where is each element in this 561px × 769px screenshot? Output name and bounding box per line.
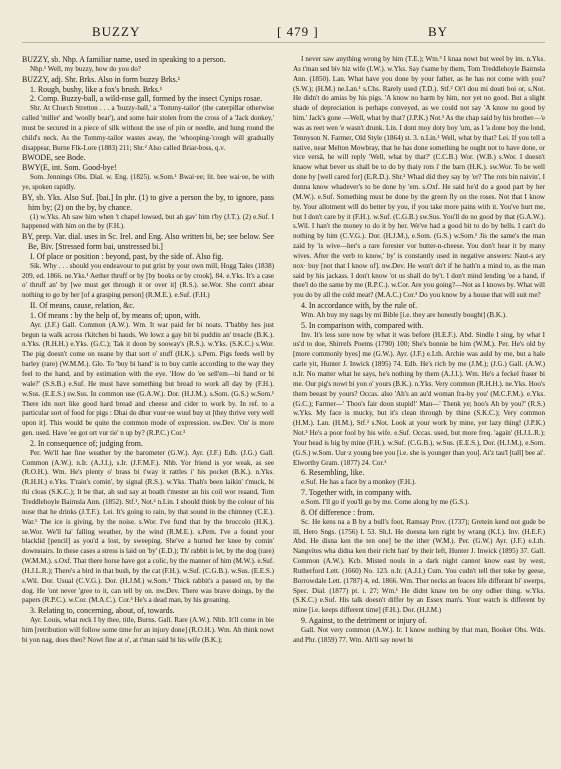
- sense-definition: II. Of means, cause, relation, &c.: [30, 301, 135, 311]
- header-left-guide-word: BUZZY: [92, 24, 141, 39]
- citation-paragraph: Ayr. Louis, what reck I by thee, title, Burns. Gall. Rare (A.W.). Nhb. It'll come in bie him [retribution will follow some time for an injury done] (R.O.H.). Wm. Ah think nowt bi yon nag, does theo? Nowt fine at o', at t'man said bi his wife (B.K.);: [22, 616, 274, 644]
- headword-entry: BY, sb. Yks. Also Suf. [bai.] In phr. (1) to give a person the by, to ignore, pass him by; (2) on the by, by chance.: [22, 192, 274, 212]
- sense-definition: 2. In consequence of; judging from.: [30, 438, 143, 448]
- sense-definition: 6. Resembling, like.: [301, 468, 365, 478]
- headword-entry: BY, prep. Var. dial. uses in Sc. Irel. and Eng. Also written bi, be; see below. See Be, Biv. [Stressed form bai, unstressed bi.]: [22, 232, 274, 252]
- citation-paragraph: Gall. Not very common (A.W.). Ir. I know nothing by that man, Booker Obs. Wds. and Phr. (1859) 77. Wm. Ah'll say nowt bi: [293, 625, 545, 644]
- sense-definition: 3. Relating to, concerning, about, of, towards.: [30, 606, 175, 616]
- sense-definition: 4. In accordance with, by the rule of.: [301, 301, 418, 311]
- citation-paragraph: Nhp.¹ Well, my buzzy, how do you do?: [30, 64, 141, 73]
- page-number: [ 479 ]: [277, 24, 319, 39]
- citation-paragraph: Som. Jennings Obs. Dial. w. Eng. (1825). w.Som.¹ Bwai·ee; lit. bee wai·ee, be with ye, spoken rapidly.: [22, 173, 274, 191]
- running-header: [22, 6, 545, 43]
- headword-entry: BWY(E, int. Som. Good-bye!: [22, 163, 117, 173]
- header-right-guide-word: BY: [428, 24, 449, 39]
- citation-paragraph: Per. We'll hae fine weather by the barometer (G.W.). Ayr. (J.F.) Edb. (J.G.) Gall. Common (A.W.). n.Ir. (A.J.I.), s.Ir. (J.F.M.F.). Nhb. Yor friend is yor weak, as see (R.O.H.). Wm. He's plenty o' brass bi t'way it rattles i' his pocket (B.K.). n.Yks. (R.H.H.) e.Yks. T'rain's comin', by signal (R.S.). w.Yks. Thah's been laikin' t'muck, bi thi cloas (S.K.C.); It be that, ah sud say at boath t'mester an his coil wor reaand, Tom Treddlehoyle Bairnsla Ann. (1852). Stf.¹, Not.² n.Lin. I should think by the colour of his nose that he drinks (J.T.F.). Lei. It's going to rain, by that sound in the chimney (C.E.). War.¹ The ice is giving, by the noise. s.Wor. I've fund that by the broccolo (H.K.). se.Wor. We'll ha' falling weather, by the wind (R.M.E.). s.Pem. I've a found your blacklid [pencil] as you'd a lost, by sweeping. She've a hurted her knee by comin' downstairs. In these cases a stress is laid on 'by' (E.D.); Th' rabbit is let, by the dog (rare) (W.M.M.). s.Oxf. That there horse have got a colic, by the manner of him (M.W.). e.Suf. (H.J.L.R.); There's a bird in that bush, by the cat (F.H.). w.Suf. (C.G.B.). w.Sus. (E.E.S.) s.Wil. Dor. Usual (C.V.G.). Dor. (H.J.M.) w.Som.¹ Thick rabbit's a passed on, by the dog. He 'ont never 'gree to it, can tell by on. nw.Dev. There was brave doings, by the papers (R.P.C.). w.Cor. (M.A.C.). Cor.³ He's a dead man, by his groaning.: [22, 448, 274, 605]
- sense-definition: 9. Against, to the detriment or injury of.: [301, 616, 427, 626]
- sense-definition: 7. Together with, in company with.: [301, 488, 412, 498]
- sense-definition: 2. Comp. Buzzy-ball, a wild-rose gall, formed by the insect Cynips rosae.: [30, 94, 263, 104]
- left-column: [22, 55, 274, 763]
- sense-definition: 5. In comparison with, compared with.: [301, 320, 424, 330]
- citation-paragraph: Wm. Ah buy my nags by mi Bible [i.e. they are honestly bought] (B.K.).: [301, 310, 507, 319]
- citation-paragraph: e.Som. I'll go if you'll go by me. Come along by me (G.S.).: [301, 497, 470, 506]
- headword-entry: BWODE, see Bode.: [22, 153, 86, 163]
- citation-paragraph: Sik. Why . . . should you endeavour to put grist by your own mill, Hogg Tales (1838) 209, ed. 1866. ne.Yks.¹ Aether thruff or by [by books or by crook], 84. e.Yks. It's a case o' thruff an' by [we must get through it or over it] (R.S.). se.Wor. She corn't abear nothing to go by her [of a grasping person] (R.M.E.). e.Suf. (F.H.): [22, 261, 274, 300]
- citation-paragraph: I never saw anything wrong by him (T.E.); Wm.³ I knaa nowt but weel by im. n.Yks. As t'man sed biv hiz wife (I.W.). w.Yks. Say t'same by them, Tom Treddlehoyle Bairnsla Ann. (1850). Lan. What have you done by your father, as he has not come with you? (S.W.); (H.M.) ne.Lan.¹ s.Chs. Rarely used (T.D.). Stf.² Oi'l dou mi douti boi or, s.Not. He didn't do amiss by his pigs. 'A know no harm by him, nor yet no good. But a slight shade of depreciation is perhaps conveyed, as we could not say 'A know no good by him.' Jack's gone —Well, what by that? (J.P.K.) Not.³ As the chap said by his brother—'e was as reet wen 'e wasn't drunk. Lin. I dont moy doty boy 'um, as I 'a done boy the lond, Tennyson N. Farmer, Old Style (1864) st. 3. n.Lin.¹ Well, what by that? Lei. If you tell a native, near Melton Mowbray, that he has done something he ought not to have done, or vice versâ, he will reply 'Well, what by that?' (C.C.B.) Wor. (W.B.) s.Wor. I doesn't knaow what bever us shall be to do by thaiy rots i' the barn (H.K.). sw.Wor. To be well done by [well cared for] (E.R.D.). Shr.² Whad did they say by 'er? The rots bin naivin', I dunna know whadever's to be done by 'em. s.Oxf. He said he'd do a good part by her (M.W.). e.Suf. Something must be done by the green fly on the roses. Not that I know by. Your allotment will do better by you, if you take more pains with it. You've hurt me, but I don't care by it (F.H.). w.Suf. (C.G.B.) sw.Sus. You'll do no good by that (G.A.W.). s.Wil. I han't the money to do it by her. We've had a good bit to do by bells. I can't do nothing by him (C.V.G.). Dor. (H.J.M.), e.Som. (G.S.) w.Som.¹ Jis the same's the man zaid by 'is wive—her's a rare forester vor butter-n-cheese. You don't hear it by many wives. After the verb to know,' by' is constantly used in negative answers: Naut-s ary nox· buy [not that I know of]. nw.Dev. He won't do't if he hath'n a mind to, as the man said by his jackass. I don't know 'ot us shall do by't. I don't mind lending 'ee a hand, if thee'l do the same by me (R.P.C.). w.Cor. Are you going?—Not as I knows by. What will you do by all the cold meat? (M.A.C.) Cor.³ Do you know by a house that will suit me?: [293, 55, 545, 300]
- citation-paragraph: Shr. At Church Stretton . . . a 'buzzy-ball,' a 'Tommy-tailor' (the caterpillar otherwise called 'miller' and 'woolly bear'), and some hair stolen from the cross of a 'Jack donkey,' must be secured in a piece of silk without the use of pin or needle, and hung round the child's neck. As the Tommy-tailor wastes away, the 'whooping-'cough will gradually disappear, Burne Flk-Lore (1883) 211; Shr.² Also called Briar-boss, q.v.: [22, 104, 274, 152]
- right-column: [293, 55, 545, 763]
- headword-entry: BUZZY, sb. Nhp. A familiar name, used in speaking to a person.: [22, 55, 226, 64]
- sense-definition: 8. Of difference : from.: [301, 507, 375, 517]
- sense-definition: 1. Of means : by the help of, by means of; upon, with.: [30, 310, 201, 320]
- citation-paragraph: (1) w.Yks. Ah saw him when 't chapel lowsed, but ah gav' him t'by (J.T.). (2) e.Suf. I happened with him on the by (F.H.).: [22, 212, 274, 231]
- two-column-body: [22, 55, 545, 763]
- citation-paragraph: e.Suf. He has a face by a monkey (F.H.).: [301, 478, 417, 487]
- sense-definition: 1. Rough, bushy, like a fox's brush. Brks.¹: [30, 84, 163, 94]
- citation-paragraph: Sc. He kens na a B by a bull's foot, Ramsay Prov. (1737); Gretein kend not gude be ill, Hero Sngs. (1756) I. 53. Sh.I. He doesna ken right by wrang (K.I.). Inv. (H.E.F.) Abd. He disna ken the ten one] be the ither (W.M.). Per. (G.W.) Ayr. (J.F.) e.Lth. Nangvites wha didna ken their richt han' by their left, Hunter J. Inwick (1895) 37. Gall. Common (A.W.). Kcb. Misted nouls in a dark night cannot know east by west, Rutherford Lett. (1660) No. 123. n.Ir. (A.J.I.) Cum. You cudn't tell ther toke by geese, Borrowdale Lett. (1787) 4, ed. 1866. Wm. Ther necks an feaces life differant bi' swerps, Spec. Dial. (1877) pt. i. 27; Wm.¹ He didnt knaw ten be ony odher thing. w.Yks. (S.K.C.) e.Suf. His talk doesn't differ by an Essex man's. Your watch is different by mine [i.e. keeps different time] (F.H.). Dor. (H.J.M.): [293, 517, 545, 615]
- headword-entry: BUZZY, adj. Shr. Brks. Also in form buzzy Brks.¹: [22, 74, 181, 84]
- sense-definition: I. Of place or position : beyond, past, by the side of. Also fig.: [30, 251, 224, 261]
- citation-paragraph: Inv. It's less sore now by what it was before (H.E.F.). Abd. Sindle I sing, by what I us'd to doe, Shirrefs Poems (1790) 100; She's bonnie be him (W.M.). Per. He's old by [more commonly byes] me (G.W.). Ayr. (J.F.) e.Lth. Archie was auld by me, but a hale carle yit, Hunter J. Inwick (1895) 74. Edb. He's rich by me (J.M.); (J.G.) Gall. (A.W.) n.Ir. No matter what he says, he's nothing by them (A.J.I.). Wm. He's a feckel fraser bi me. Our pig's nowt bi yon o' yours (B.K.). n.Yks. Very common (R.H.H.). ne.Yks. Hoo's them beeast by yours? Occas. also 'Ah's an au'd woman fra-by you' (M.C.F.M.). e.Yks. (G.C.); Farmer—' Thoo's fair doon stupid!' Man—' Thenk ye; hoo's Ah by you?' (R.S.) w.Yks. My face is mucky, but it's clean through by thine (S.K.C.); Very common (H.M.). Lan. (H.M.), Stf.² s.Not. Look at your work by mine, yer lazy thing! (J.P.K.) Not.³ He's a poor fool by his wife. e.Suf. Occas. used, but more freq. 'again' (H.J.L.R.); Your head is big by mine (F.H.). w.Suf. (C.G.B.), w.Sus. (E.E.S.), Dor. (H.J.M.), e.Som. (G.S.) w.Som. Uur·z young bee you [i.e. she is younger than you]. Ai'z tau'l [tall] bee ai'. Elworthy Gram. (1877) 24. Cor.³: [293, 330, 545, 467]
- citation-paragraph: Ayr. (J.F.) Gall. Common (A.W.). Wm. It war paid fer bi noats. T'babby hes just begun ta walk across t'kitchen bi hauds. We lowz a gay bit bi puddin an' treacle (B.K.). n.Yks. (R.H.H.) e.Yks. (G.C.); Tak it doon by sooway's (R.S.). w.Yks. (S.K.C.) s.Wor. The pig doesn't come on nsane by that sort o' stuff (H.K.). s.Pem. Pigs feeds well by barley (rare) (W.M.M.). Glo. To 'buy bi hand' is to buy cattle according to the way they feel to the hand, and by estimation with the eye. 'How do 'ee sell'em—bi hand or bi wale?' (S.S.B.) e.Suf. He must have something but bread to work all day by (F.H.). w.Sus. (E.E.S.) sw.Sus. In common use (G.A.W.). Dor. (H.J.M.). s.Som. (G.S.) w.Som.¹ There idn nort like good hard bread and cheese and cider to work by. In ref. to a particular sort of food for pigs : Dhai do dhur vuur·ee wuul buy ut [they thrive very well upon it]. This would be quite the common mode of expression. sw.Dev. 'On' is more gen. used. Have 'ee got ort vur tie' n up by? (R.P.C.) Cor.³: [22, 320, 274, 438]
